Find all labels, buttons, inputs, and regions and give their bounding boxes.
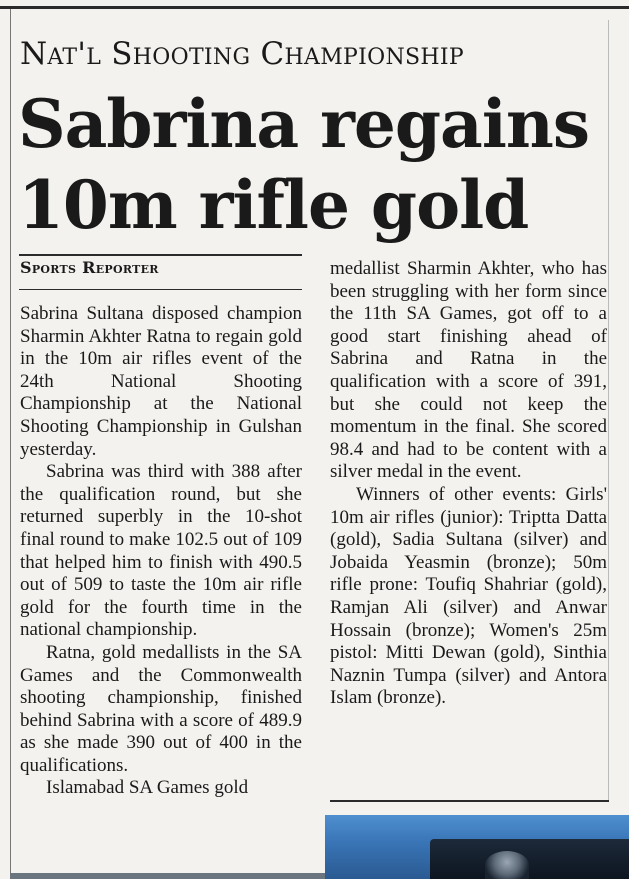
article-byline: Sports Reporter xyxy=(20,258,159,277)
adjacent-photo xyxy=(325,815,629,879)
left-column-rule xyxy=(10,9,11,879)
top-rule xyxy=(0,6,629,9)
article-right-column xyxy=(330,258,607,710)
article-headline: Sabrina regains 10m rifle gold xyxy=(18,85,590,244)
paragraph: medallist Sharmin Akhter, who has been struggling with her form since the 11th SA Games, got off to a good start finishing ahead of Sabrina and Ratna in the qualification with a score of 391, but she could not keep the momentum in the final. She scored 98.4 and had to be content with a silver medal in the event. xyxy=(330,258,607,483)
article-left-column xyxy=(20,303,302,800)
photo-figure xyxy=(485,851,529,879)
photo-screen xyxy=(430,839,629,879)
byline-rule-top xyxy=(19,254,302,256)
paragraph: Sabrina was third with 388 after the qualification round, but she returned superbly in the 10-shot final round to make 102.5 out of 109 that helped him to finish with 490.5 out of 509 to taste the 10m air rifle gold for the fourth time in the national championship. xyxy=(20,461,302,641)
paragraph: Winners of other events: Girls' 10m air rifles (junior): Triptta Datta (gold), Sadia Sultana (silver) and Jobaida Yeasmin (bronze); 50m rifle prone: Toufiq Shahriar (gold), Ramjan Ali (silver) and Anwar Hossain (bronze); Women's 25m pistol: Mitti Dewan (gold), Sinthia Naznin Tumpa (silver) and Antora Islam (bronze). xyxy=(330,483,607,709)
column-end-rule xyxy=(330,800,609,802)
byline-rule-bottom xyxy=(19,289,302,290)
paragraph: Sabrina Sultana disposed champion Sharmin Akhter Ratna to regain gold in the 10m air rifles event of the 24th National Shooting Championship at the National Shooting Championship in Gulshan yesterday. xyxy=(20,303,302,460)
paragraph: Islamabad SA Games gold xyxy=(46,777,249,799)
paragraph: Ratna, gold medallists in the SA Games and the Commonwealth shooting championship, finished behind Sabrina with a score of 489.9 as she made 390 out of 400 in the qualifications. xyxy=(20,641,302,776)
article-kicker: Nat'l Shooting Championship xyxy=(20,36,464,72)
bottom-strip xyxy=(10,873,325,879)
